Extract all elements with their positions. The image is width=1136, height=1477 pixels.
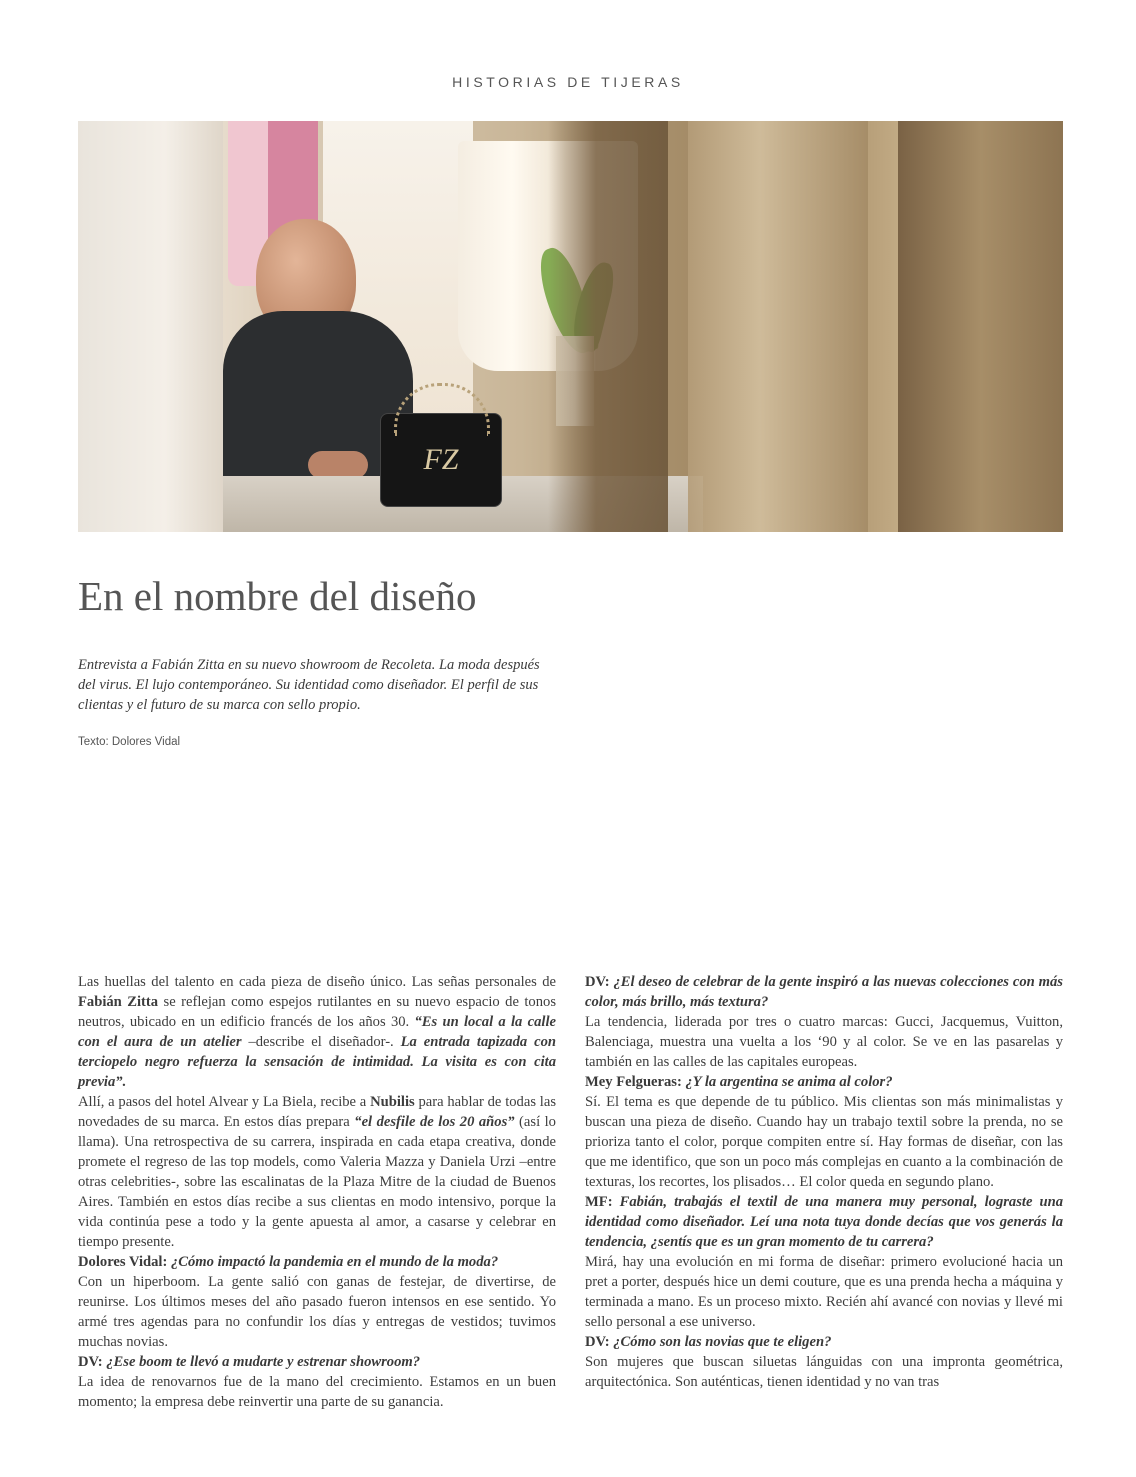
speaker-label: MF: xyxy=(585,1194,613,1210)
interview-answer: La tendencia, liderada por tres o cuatro marcas: Gucci, Jacquemus, Vuitton, Balenciaga, muestra una vuelta a los ‘90 y al color. Se ve en las pasarelas y también en las calles de las capitales europeas. xyxy=(585,1014,1063,1070)
interview-answer: Con un hiperboom. La gente salió con ganas de festejar, de divertirse, de reunirse. Los últimos meses del año pasado fueron intensos en ese sentido. Yo armé tres agendas para no confundir los días y entregas de vestidos; tuvimos muchas novias. xyxy=(78,1274,556,1350)
hero-photo xyxy=(78,121,1063,532)
article-credit: Texto: Dolores Vidal xyxy=(78,736,181,748)
speaker-label: DV: xyxy=(585,1334,610,1350)
text-run: se reflejan como espejos rutilantes en su nuevo espacio de tonos neutros, ubicado en un edificio francés de los años 30. xyxy=(78,994,556,1030)
interview-question xyxy=(78,1252,556,1272)
text-run: Allí, a pasos del hotel Alvear y La Biela, recibe a xyxy=(78,1094,371,1110)
photo-person-hand xyxy=(308,451,368,479)
interview-question xyxy=(585,1192,1063,1252)
paragraph xyxy=(78,1092,556,1252)
interview-answer: Sí. El tema es que depende de tu público. Mis clientas son más minimalistas y buscan una pieza de diseño. Cuando hay un trabajo textil sobre la prenda, no se prioriza tanto el color, porque compiten entre sí. Hay formas de diseñar, con las que me identifico, que son un poco más complejas en cuanto a la combinación de texturas, los recortes, los plisados… El color queda en segundo plano. xyxy=(585,1094,1063,1190)
brand-name: Nubilis xyxy=(370,1094,415,1110)
interview-question xyxy=(78,1352,556,1372)
interview-question xyxy=(585,972,1063,1012)
article-title: En el nombre del diseño xyxy=(78,573,477,619)
question-text: ¿Y la argentina se anima al color? xyxy=(681,1074,893,1090)
text-run: (así lo llama). Una retrospectiva de su carrera, inspirada en cada etapa creativa, donde promete el regreso de las top models, como Valeria Mazza y Daniela Urzi –entre otras celebrities-, sobre las escalinatas de la Plaza Mitre de la ciudad de Buenos Aires. También en estos días recibe a sus clientas en modo intensivo, porque la vida continúa pese a todo y la gente apuesta al amor, a casarse y celebrar en tiempo presente. xyxy=(78,1114,556,1250)
photo-foreground-blur xyxy=(688,121,868,532)
quote-run: “Es un local a la calle con el aura de un atelier xyxy=(78,1014,556,1050)
photo-foreground-blur xyxy=(898,121,1063,532)
speaker-label: Dolores Vidal: xyxy=(78,1254,168,1270)
text-run: Las huellas del talento en cada pieza de diseño único. Las señas personales de xyxy=(78,974,556,990)
question-text: ¿Cómo son las novias que te eligen? xyxy=(609,1334,832,1350)
quote-run: “el desfile de los 20 años” xyxy=(354,1114,515,1130)
question-text: ¿El deseo de celebrar de la gente inspiró a las nuevas colecciones con más color, más brillo, más textura? xyxy=(585,974,1063,1010)
interview-answer: Son mujeres que buscan siluetas lánguidas con una impronta geométrica, arquitectónica. Son auténticas, tienen identidad y no van tras xyxy=(585,1354,1063,1390)
speaker-label: Mey Felgueras: xyxy=(585,1074,682,1090)
speaker-label: DV: xyxy=(78,1354,103,1370)
section-header: HISTORIAS DE TIJERAS xyxy=(452,74,684,90)
interview-answer: La idea de renovarnos fue de la mano del crecimiento. Estamos en un buen momento; la empresa debe reinvertir una parte de su ganancia. xyxy=(78,1374,556,1410)
text-run: –describe el diseñador-. xyxy=(241,1034,401,1050)
article-column-left xyxy=(78,972,556,1412)
interview-question xyxy=(585,1332,1063,1352)
handbag-monogram: FZ xyxy=(423,443,459,476)
quote-run: La entrada tapizada con terciopelo negro refuerza la sensación de intimidad. La visita es con cita previa”. xyxy=(78,1034,556,1090)
question-text: ¿Cómo impactó la pandemia en el mundo de la moda? xyxy=(167,1254,499,1270)
question-text: ¿Ese boom te llevó a mudarte y estrenar showroom? xyxy=(102,1354,421,1370)
interview-answer: Mirá, hay una evolución en mi forma de diseñar: primero evolucioné hacia un pret a porter, después hice un demi couture, que es una prenda hecha a máquina y terminada a mano. Es un proceso mixto. Recién ahí avancé con novias y llevé mi sello personal a ese universo. xyxy=(585,1254,1063,1330)
speaker-label: DV: xyxy=(585,974,610,990)
interview-question xyxy=(585,1072,1063,1092)
photo-door-frame xyxy=(78,121,223,532)
article-column-right xyxy=(585,972,1063,1392)
photo-foreground-blur xyxy=(548,121,668,532)
article-standfirst: Entrevista a Fabián Zitta en su nuevo showroom de Recoleta. La moda después del virus. El lujo contemporáneo. Su identidad como diseñador. El perfil de sus clientas y el futuro de su marca con sello propio. xyxy=(78,657,540,713)
paragraph xyxy=(78,972,556,1092)
question-text: Fabián, trabajás el textil de una manera muy personal, lograste una identidad como diseñador. Leí una nota tuya donde decías que vos generás la tendencia, ¿sentís que es un gran momento de tu carrera? xyxy=(585,1194,1063,1250)
person-name: Fabián Zitta xyxy=(78,994,159,1010)
text-run: para hablar de todas las novedades de su marca. En estos días prepara xyxy=(78,1094,556,1130)
